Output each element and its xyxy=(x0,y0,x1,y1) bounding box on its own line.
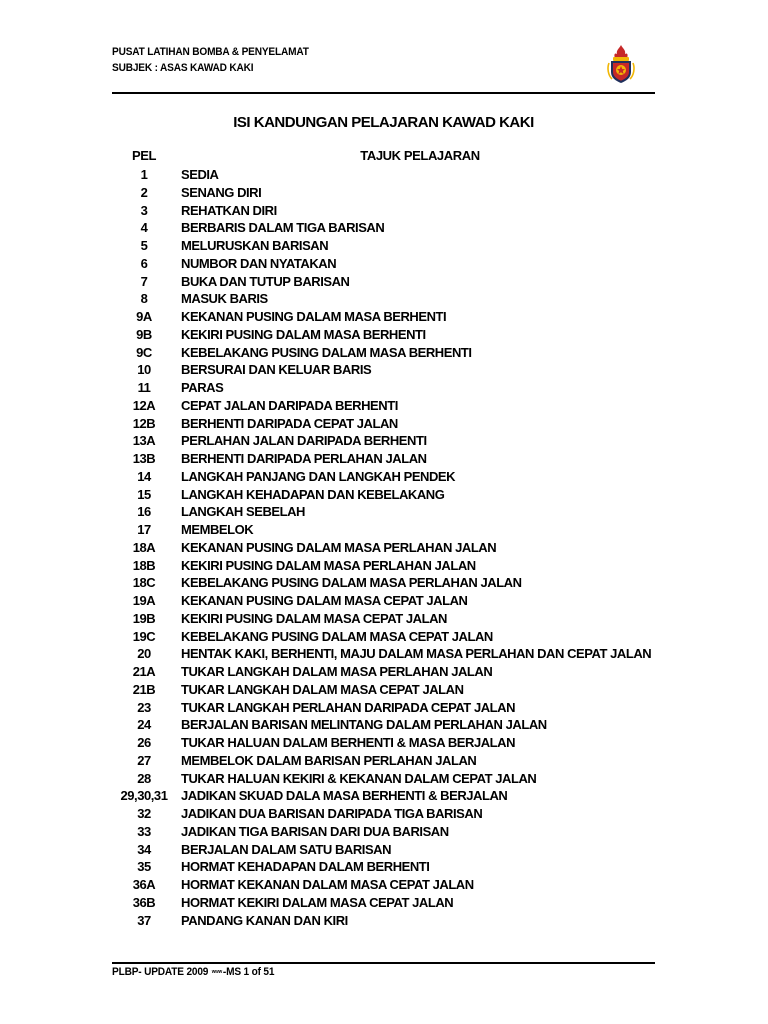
lesson-number: 13A xyxy=(132,433,156,449)
lesson-title: HORMAT KEHADAPAN DALAM BERHENTI xyxy=(181,859,430,875)
lesson-row xyxy=(112,219,657,237)
lesson-row xyxy=(112,255,657,273)
lesson-row xyxy=(112,645,657,663)
lesson-title: BERJALAN DALAM SATU BARISAN xyxy=(181,841,392,857)
lesson-number: 19A xyxy=(132,593,156,608)
lesson-row xyxy=(112,805,657,823)
lesson-title: REHATKAN DIRI xyxy=(181,202,277,218)
lesson-title: JADIKAN SKUAD DALA MASA BERHENTI & BERJALAN xyxy=(181,788,508,804)
lesson-title: BERHENTI DARIPADA PERLAHAN JALAN xyxy=(181,451,427,466)
fire-rescue-crest-icon xyxy=(606,44,636,84)
lesson-number: 8 xyxy=(140,291,148,307)
lesson-title: KEBELAKANG PUSING DALAM MASA CEPAT JALAN xyxy=(181,628,493,644)
lesson-number: 18C xyxy=(132,575,156,591)
header-divider xyxy=(112,92,655,94)
lesson-number: 29,30,31 xyxy=(120,788,168,804)
lesson-title: MEMBELOK DALAM BARISAN PERLAHAN JALAN xyxy=(181,752,477,768)
lesson-number: 23 xyxy=(137,699,151,715)
lesson-title: TUKAR HALUAN DALAM BERHENTI & MASA BERJALAN xyxy=(181,735,516,750)
lesson-title: LANGKAH SEBELAH xyxy=(181,504,305,520)
lesson-title: KEKIRI PUSING DALAM MASA PERLAHAN JALAN xyxy=(181,557,476,573)
lesson-row xyxy=(112,734,657,752)
lesson-title: KEKANAN PUSING DALAM MASA BERHENTI xyxy=(181,309,447,324)
lesson-number: 13B xyxy=(132,451,156,466)
lesson-row xyxy=(112,610,657,628)
lesson-number: 6 xyxy=(140,255,148,271)
lesson-number: 21A xyxy=(132,664,156,679)
lesson-number: 37 xyxy=(137,912,151,928)
lesson-row xyxy=(112,344,657,362)
lesson-number: 33 xyxy=(137,823,151,839)
lesson-title: PERLAHAN JALAN DARIPADA BERHENTI xyxy=(181,433,427,449)
lesson-row xyxy=(112,663,657,681)
lesson-title: SEDIA xyxy=(181,167,219,182)
lesson-number: 9B xyxy=(136,326,152,342)
lesson-row xyxy=(112,787,657,805)
lesson-row xyxy=(112,628,657,646)
lesson-number: 34 xyxy=(137,841,151,857)
lesson-row xyxy=(112,166,657,184)
lesson-number: 12B xyxy=(132,415,156,431)
lesson-number: 9A xyxy=(136,309,152,324)
lesson-number: 15 xyxy=(137,486,151,502)
lesson-row xyxy=(112,894,657,912)
lesson-title: HORMAT KEKIRI DALAM MASA CEPAT JALAN xyxy=(181,894,454,910)
lesson-title: BERSURAI DAN KELUAR BARIS xyxy=(181,362,372,378)
lesson-title: TUKAR LANGKAH DALAM MASA CEPAT JALAN xyxy=(181,681,464,697)
lesson-title: HORMAT KEKANAN DALAM MASA CEPAT JALAN xyxy=(181,877,474,892)
lesson-title: KEKANAN PUSING DALAM MASA CEPAT JALAN xyxy=(181,593,468,608)
lesson-title: TUKAR LANGKAH DALAM MASA PERLAHAN JALAN xyxy=(181,664,493,679)
lesson-row xyxy=(112,681,657,699)
lesson-number: 4 xyxy=(140,220,148,236)
column-header-pel: PEL xyxy=(131,148,157,163)
lesson-number: 17 xyxy=(137,522,151,537)
lesson-title: TUKAR LANGKAH PERLAHAN DARIPADA CEPAT JALAN xyxy=(181,699,516,715)
lesson-number: 18A xyxy=(132,539,156,555)
lesson-title: MELURUSKAN BARISAN xyxy=(181,238,329,253)
lesson-number: 3 xyxy=(140,202,148,218)
lesson-number: 18B xyxy=(132,557,156,573)
lesson-title: TUKAR HALUAN KEKIRI & KEKANAN DALAM CEPAT JALAN xyxy=(181,770,537,786)
lesson-row xyxy=(112,841,657,859)
lesson-number: 9C xyxy=(136,344,152,360)
lesson-row xyxy=(112,415,657,433)
lesson-title: SENANG DIRI xyxy=(181,184,262,200)
lesson-title: MASUK BARIS xyxy=(181,291,268,307)
lesson-row xyxy=(112,503,657,521)
lesson-row xyxy=(112,539,657,557)
lesson-number: 36B xyxy=(132,894,156,910)
lesson-row xyxy=(112,308,657,326)
lesson-row xyxy=(112,823,657,841)
lesson-title: PARAS xyxy=(181,380,224,395)
footer-mark: www xyxy=(211,969,222,976)
lesson-title: KEBELAKANG PUSING DALAM MASA BERHENTI xyxy=(181,344,472,360)
lesson-title: JADIKAN TIGA BARISAN DARI DUA BARISAN xyxy=(181,823,449,839)
lesson-row xyxy=(112,379,657,397)
lesson-title: LANGKAH PANJANG DAN LANGKAH PENDEK xyxy=(181,468,456,484)
lesson-title: BERBARIS DALAM TIGA BARISAN xyxy=(181,220,385,236)
lesson-row xyxy=(112,770,657,788)
lesson-row xyxy=(112,397,657,415)
lesson-row xyxy=(112,699,657,717)
lesson-row xyxy=(112,273,657,291)
lesson-number: 36A xyxy=(132,877,156,892)
lesson-title: CEPAT JALAN DARIPADA BERHENTI xyxy=(181,397,398,413)
lesson-number: 2 xyxy=(140,184,148,200)
lesson-row xyxy=(112,876,657,894)
lesson-title: HENTAK KAKI, BERHENTI, MAJU DALAM MASA PERLAHAN DAN CEPAT JALAN xyxy=(181,646,652,662)
footer-divider xyxy=(112,962,655,964)
lesson-number: 32 xyxy=(137,806,151,821)
lesson-number: 7 xyxy=(140,273,148,289)
lesson-title: PANDANG KANAN DAN KIRI xyxy=(181,912,348,928)
lesson-number: 27 xyxy=(137,752,151,768)
lesson-row xyxy=(112,290,657,308)
lesson-row xyxy=(112,361,657,379)
lesson-row xyxy=(112,752,657,770)
lesson-title: JADIKAN DUA BARISAN DARIPADA TIGA BARISAN xyxy=(181,806,483,821)
header-subject: SUBJEK : ASAS KAWAD KAKI xyxy=(112,62,254,74)
lesson-number: 35 xyxy=(137,859,151,875)
lesson-row xyxy=(112,716,657,734)
lesson-row xyxy=(112,202,657,220)
lesson-title: KEBELAKANG PUSING DALAM MASA PERLAHAN JALAN xyxy=(181,575,522,591)
lesson-row xyxy=(112,574,657,592)
lesson-number: 12A xyxy=(132,397,156,413)
lesson-title: MEMBELOK xyxy=(181,522,254,537)
footer xyxy=(112,966,274,978)
lesson-title: BUKA DAN TUTUP BARISAN xyxy=(181,273,350,289)
lesson-number: 19B xyxy=(132,610,156,626)
lesson-row xyxy=(112,468,657,486)
lesson-number: 21B xyxy=(132,681,156,697)
lesson-row xyxy=(112,486,657,504)
lesson-number: 11 xyxy=(137,380,151,395)
lesson-row xyxy=(112,912,657,930)
lesson-number: 10 xyxy=(137,362,151,378)
lesson-row xyxy=(112,432,657,450)
footer-page: -MS 1 of 51 xyxy=(222,966,275,978)
lesson-number: 28 xyxy=(137,770,151,786)
lesson-row xyxy=(112,858,657,876)
lesson-number: 14 xyxy=(137,468,151,484)
lesson-number: 26 xyxy=(137,735,151,750)
lesson-number: 19C xyxy=(132,628,156,644)
lesson-row xyxy=(112,326,657,344)
lesson-title: KEKIRI PUSING DALAM MASA CEPAT JALAN xyxy=(181,610,447,626)
lesson-row xyxy=(112,184,657,202)
lesson-title: LANGKAH KEHADAPAN DAN KEBELAKANG xyxy=(181,486,445,502)
lesson-number: 20 xyxy=(137,646,151,662)
lesson-number: 1 xyxy=(140,167,148,182)
footer-left: PLBP- UPDATE 2009 xyxy=(112,966,209,978)
lesson-row xyxy=(112,450,657,468)
lesson-number: 5 xyxy=(140,238,148,253)
lesson-title: KEKANAN PUSING DALAM MASA PERLAHAN JALAN xyxy=(181,539,497,555)
document-title: ISI KANDUNGAN PELAJARAN KAWAD KAKI xyxy=(233,114,534,131)
lesson-title: BERJALAN BARISAN MELINTANG DALAM PERLAHAN JALAN xyxy=(181,717,547,733)
lesson-number: 16 xyxy=(137,504,151,520)
lesson-number: 24 xyxy=(137,717,151,733)
header-organization: PUSAT LATIHAN BOMBA & PENYELAMAT xyxy=(112,46,309,58)
lesson-row xyxy=(112,237,657,255)
column-header-tajuk: TAJUK PELAJARAN xyxy=(360,148,480,163)
lesson-row xyxy=(112,592,657,610)
lesson-title: BERHENTI DARIPADA CEPAT JALAN xyxy=(181,415,398,431)
lesson-list xyxy=(112,166,657,929)
lesson-row xyxy=(112,521,657,539)
lesson-title: NUMBOR DAN NYATAKAN xyxy=(181,255,337,271)
lesson-row xyxy=(112,557,657,575)
lesson-title: KEKIRI PUSING DALAM MASA BERHENTI xyxy=(181,326,426,342)
